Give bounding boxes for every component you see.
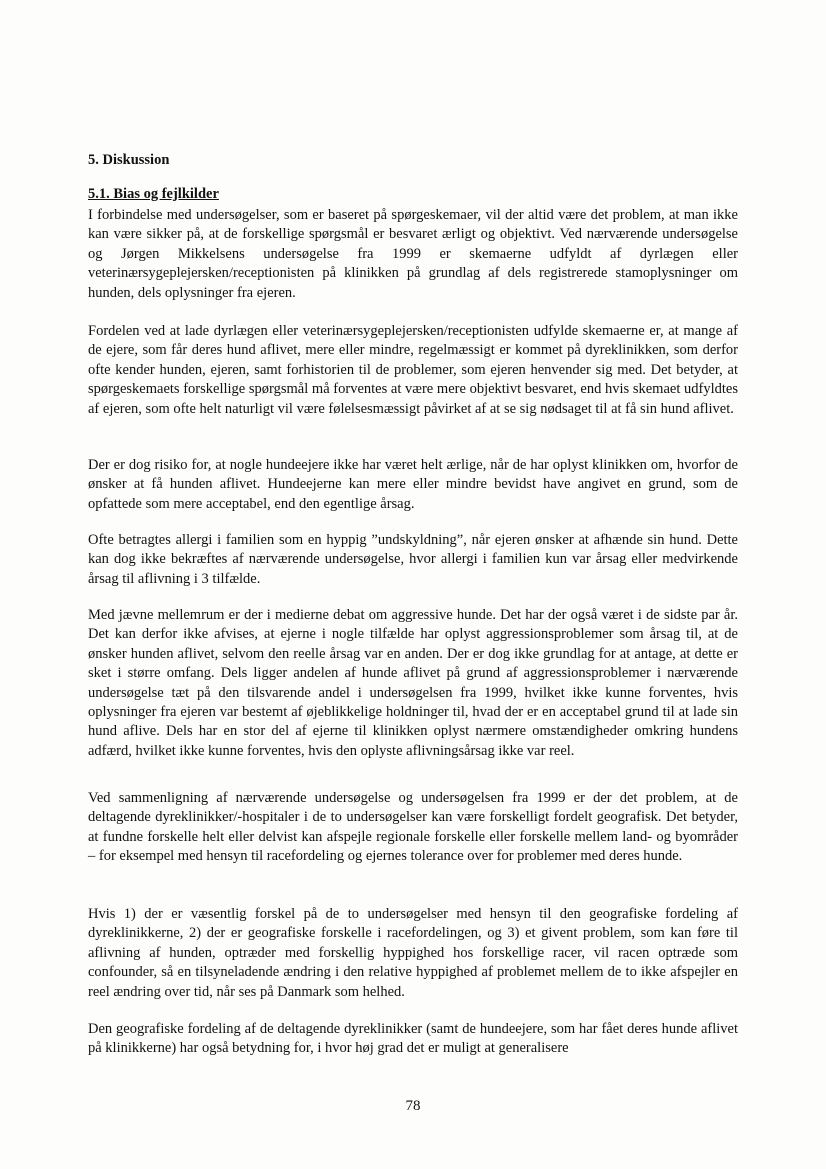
paragraph-6: Ved sammenligning af nærværende undersøgelse og undersøgelsen fra 1999 er der det problem, at de deltagende dyreklinikker/-hospitaler i de to undersøgelser kan være forskelligt fordelt geografisk. Det betyder, at fundne forskelle helt eller delvist kan afspejle regionale forskelle eller forskelle mellem land- og byområder – for eksempel med hensyn til racefordeling og ejernes tolerance over for problemer med deres hunde. <box>88 790 738 865</box>
page-number: 78 <box>405 1098 421 1114</box>
paragraph-8: Den geografiske fordeling af de deltagende dyreklinikker (samt de hundeejere, som har fået deres hunde aflivet på klinikkerne) har også betydning for, i hvor høj grad det er muligt at generalisere <box>88 1021 738 1057</box>
subsection-heading: 5.1. Bias og fejlkilder <box>88 186 219 202</box>
section-heading: 5. Diskussion <box>88 152 170 168</box>
paragraph-4: Ofte betragtes allergi i familien som en hyppig ”undskyldning”, når ejeren ønsker at afhænde sin hund. Dette kan dog ikke bekræftes af nærværende undersøgelse, hvor allergi i familien kun var årsag eller medvirkende årsag til aflivning i 3 tilfælde. <box>88 532 738 587</box>
paragraph-5: Med jævne mellemrum er der i medierne debat om aggressive hunde. Det har der også været i de sidste par år. Det kan derfor ikke afvises, at ejerne i nogle tilfælde har oplyst aggressionsproblemer som årsag til, at de ønsker hunden aflivet, selvom den reelle årsag var en anden. Der er dog ikke grundlag for at antage, at dette er sket i større omfang. Dels ligger andelen af hunde aflivet på grund af aggressionsproblemer i nærværende undersøgelse tæt på den tilsvarende andel i undersøgelsen fra 1999, hvilket ikke kunne forventes, hvis oplysninger fra ejeren var bestemt af øjeblikkelige holdninger til, hvad der er en acceptabel grund til at lade sin hund aflive. Dels har en stor del af ejerne til klinikken oplyst nærmere omstændigheder omkring hundens adfærd, hvilket ikke kunne forventes, hvis den oplyste aflivningsårsag ikke var reel. <box>88 607 738 759</box>
paragraph-1: I forbindelse med undersøgelser, som er baseret på spørgeskemaer, vil der altid være det problem, at man ikke kan være sikker på, at de forskellige spørgsmål er besvaret ærligt og objektivt. Ved nærværende undersøgelse og Jørgen Mikkelsens undersøgelse fra 1999 er skemaerne udfyldt af dyrlægen eller veterinærsygeplejersken/receptionisten på klinikken på grundlag af dels registrerede stamoplysninger om hunden, dels oplysninger fra ejeren. <box>88 207 738 301</box>
paragraph-3: Der er dog risiko for, at nogle hundeejere ikke har været helt ærlige, når de har oplyst klinikken om, hvorfor de ønsker at få hunden aflivet. Hundeejerne kan mere eller mindre bevidst have angivet en grund, som de opfattede som mere acceptabel, end den egentlige årsag. <box>88 457 738 512</box>
paragraph-7: Hvis 1) der er væsentlig forskel på de to undersøgelser med hensyn til den geografiske fordeling af dyreklinikkerne, 2) der er geografiske forskelle i racefordelingen, og 3) et givent problem, som kan føre til aflivning af hunden, optræder med forskellig hyppighed hos forskellige racer, vil racen optræde som confounder, så en tilsyneladende ændring i den relative hyppighed af problemet mellem de to ikke afspejler en reel ændring over tid, når ses på Danmark som helhed. <box>88 906 738 1000</box>
paragraph-2: Fordelen ved at lade dyrlægen eller veterinærsygeplejersken/receptionisten udfylde skemaerne er, at mange af de ejere, som får deres hund aflivet, mere eller mindre, regelmæssigt er kommet på dyreklinikken, som derfor ofte kender hunden, ejeren, samt forhistorien til de problemer, som ejeren henvender sig med. Det betyder, at spørgeskemaets forskellige spørgsmål må forventes at være mere objektivt besvaret, end hvis skemaet udfyldtes af ejeren, som ofte helt naturligt vil være følelsesmæssigt påvirket af at se sig nødsaget til at få sin hund aflivet. <box>88 323 738 417</box>
